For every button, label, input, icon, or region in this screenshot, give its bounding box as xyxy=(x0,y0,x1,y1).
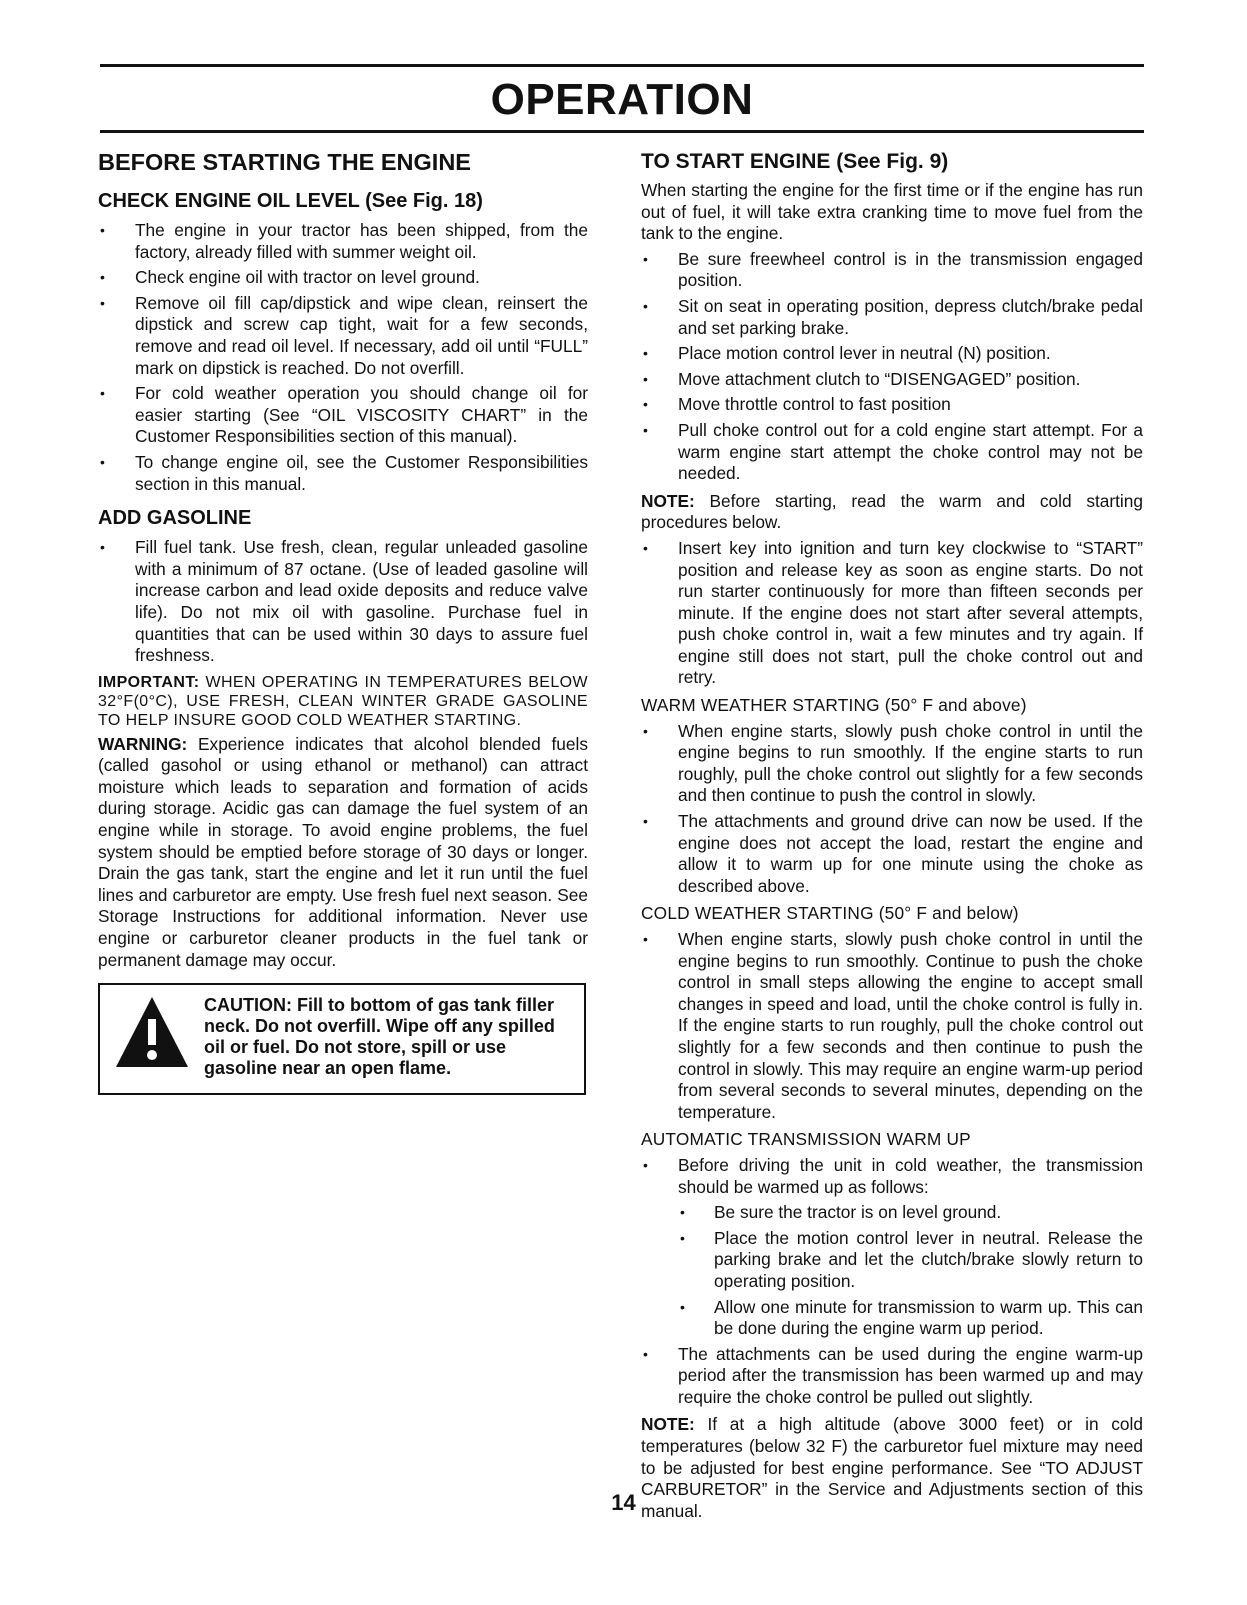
list-item: • Insert key into ignition and turn key clockwise to “START” position and release key as soon as engine starts. Do not run starter continuously for more than fifteen seconds per minute. If the engine does not start after several attempts, push choke control in, wait a few minutes and try again. If engine still does not start, pull the choke control out and retry. xyxy=(641,538,1143,689)
auto-item-text: Before driving the unit in cold weather, the transmission should be warmed up as follows: xyxy=(678,1154,1143,1197)
heading-warm-weather: WARM WEATHER STARTING (50° F and above) xyxy=(641,695,1027,716)
auto-sub-list xyxy=(678,1202,1143,1340)
caution-box xyxy=(98,983,586,1095)
list-item: • The attachments can be used during the engine warm-up period after the transmission has been warmed up and may require the choke control be pulled out slightly. xyxy=(641,1344,1143,1409)
heading-cold-weather: COLD WEATHER STARTING (50° F and below) xyxy=(641,903,1019,924)
important-label: IMPORTANT: xyxy=(98,673,200,691)
note-text: Before starting, read the warm and cold starting procedures below. xyxy=(641,490,1143,533)
note-label: NOTE: xyxy=(641,490,695,511)
heading-automatic-transmission: AUTOMATIC TRANSMISSION WARM UP xyxy=(641,1129,971,1150)
note-before-starting xyxy=(641,491,1143,534)
list-item: • Check engine oil with tractor on level ground. xyxy=(98,267,588,289)
list-item xyxy=(641,1155,1143,1340)
cold-list xyxy=(641,929,1143,1123)
list-item: • Be sure freewheel control is in the transmission engaged position. xyxy=(641,249,1143,292)
list-item: • Sit on seat in operating position, depress clutch/brake pedal and set parking brake. xyxy=(641,296,1143,339)
list-item: • To change engine oil, see the Customer Responsibilities section in this manual. xyxy=(98,452,588,495)
list-item: • Pull choke control out for a cold engine start attempt. For a warm engine start attempt the choke control may not be needed. xyxy=(641,420,1143,485)
heading-to-start-engine: TO START ENGINE (See Fig. 9) xyxy=(641,150,949,173)
right-column xyxy=(641,148,1143,1526)
heading-add-gasoline: ADD GASOLINE xyxy=(98,507,252,530)
list-item: • For cold weather operation you should change oil for easier starting (See “OIL VISCOSITY CHART” in the Customer Responsibilities section of this manual). xyxy=(98,383,588,448)
start-intro: When starting the engine for the first time or if the engine has run out of fuel, it will take extra cranking time to move fuel from the tank to the engine. xyxy=(641,180,1143,244)
start-list xyxy=(641,249,1143,485)
list-item: • The attachments and ground drive can now be used. If the engine does not accept the load, restart the engine and allow it to warm up for one minute using the choke as described above. xyxy=(641,811,1143,897)
list-item: • Move attachment clutch to “DISENGAGED” position. xyxy=(641,369,1143,391)
note-text: If at a high altitude (above 3000 feet) or in cold temperatures (below 32 F) the carburetor fuel mixture may need to be adjusted for best engine performance. See “TO ADJUST CARBURETOR” in the Service and Adjustments section of this manual. xyxy=(641,1414,1143,1521)
page-number: 14 xyxy=(611,1490,636,1515)
top-rule xyxy=(100,64,1144,67)
auto-list xyxy=(641,1155,1143,1409)
sub-list-item: • Be sure the tractor is on level ground. xyxy=(678,1202,1143,1224)
warning-triangle-icon xyxy=(114,995,190,1069)
ignition-list xyxy=(641,538,1143,689)
note-label: NOTE: xyxy=(641,1414,695,1435)
important-text: WHEN OPERATING IN TEMPERATURES BELOW 32°F(0°C), USE FRESH, CLEAN WINTER GRADE GASOLINE TO HELP INSURE GOOD COLD WEATHER STARTING. xyxy=(98,673,588,729)
important-paragraph xyxy=(98,673,588,730)
caution-text: CAUTION: Fill to bottom of gas tank filler neck. Do not overfill. Wipe off any spilled oil or fuel. Do not store, spill or use gasoline near an open flame. xyxy=(204,995,555,1079)
list-item: • When engine starts, slowly push choke control in until the engine begins to run smoothly. Continue to push the choke control in small steps allowing the engine to accept small changes in speed and load, until the choke control is fully in. If the engine starts to run roughly, pull the choke control out slightly for a few seconds and then continue to push the control in slowly. This may require an engine warm-up period from several seconds to several minutes, depending on the temperature. xyxy=(641,929,1143,1123)
oil-list xyxy=(98,220,588,495)
warning-label: WARNING: xyxy=(98,733,188,754)
warning-paragraph xyxy=(98,734,588,972)
list-item: • The engine in your tractor has been shipped, from the factory, already filled with summer weight oil. xyxy=(98,220,588,263)
list-item: • Fill fuel tank. Use fresh, clean, regular unleaded gasoline with a minimum of 87 octane. (Use of leaded gasoline will increase carbon and lead oxide deposits and reduce valve life). Do not mix oil with gasoline. Purchase fuel in quantities that can be used within 30 days to assure fuel freshness. xyxy=(98,537,588,667)
title-underline-rule xyxy=(100,130,1144,133)
list-item: • Place motion control lever in neutral (N) position. xyxy=(641,343,1143,365)
page-title: OPERATION xyxy=(490,75,754,124)
section-title-before-starting: BEFORE STARTING THE ENGINE xyxy=(98,149,471,175)
warm-list xyxy=(641,721,1143,898)
sub-list-item: • Allow one minute for transmission to warm up. This can be done during the engine warm up period. xyxy=(678,1297,1143,1340)
heading-check-oil: CHECK ENGINE OIL LEVEL (See Fig. 18) xyxy=(98,190,483,212)
gasoline-list xyxy=(98,537,588,667)
list-item: • Remove oil fill cap/dipstick and wipe clean, reinsert the dipstick and screw cap tight, wait for a few seconds, remove and read oil level. If necessary, add oil until “FULL” mark on dipstick is reached. Do not overfill. xyxy=(98,293,588,379)
list-item: • When engine starts, slowly push choke control in until the engine begins to run smoothly. If the engine starts to run roughly, pull the choke control out slightly for a few seconds and then continue to push the control in slowly. xyxy=(641,721,1143,807)
warning-text: Experience indicates that alcohol blended fuels (called gasohol or using ethanol or methanol) can attract moisture which leads to separation and formation of acids during storage. Acidic gas can damage the fuel system of an engine while in storage. To avoid engine problems, the fuel system should be emptied before storage of 30 days or longer. Drain the gas tank, start the engine and let it run until the fuel lines and carburetor are empty. Use fresh fuel next season. See Storage Instructions for additional information. Never use engine or carburetor cleaner products in the fuel tank or permanent damage may occur. xyxy=(98,733,588,970)
sub-list-item: • Place the motion control lever in neutral. Release the parking brake and let the clutch/brake slowly return to operating position. xyxy=(678,1228,1143,1293)
list-item: • Move throttle control to fast position xyxy=(641,394,1143,416)
left-column xyxy=(98,148,588,1095)
